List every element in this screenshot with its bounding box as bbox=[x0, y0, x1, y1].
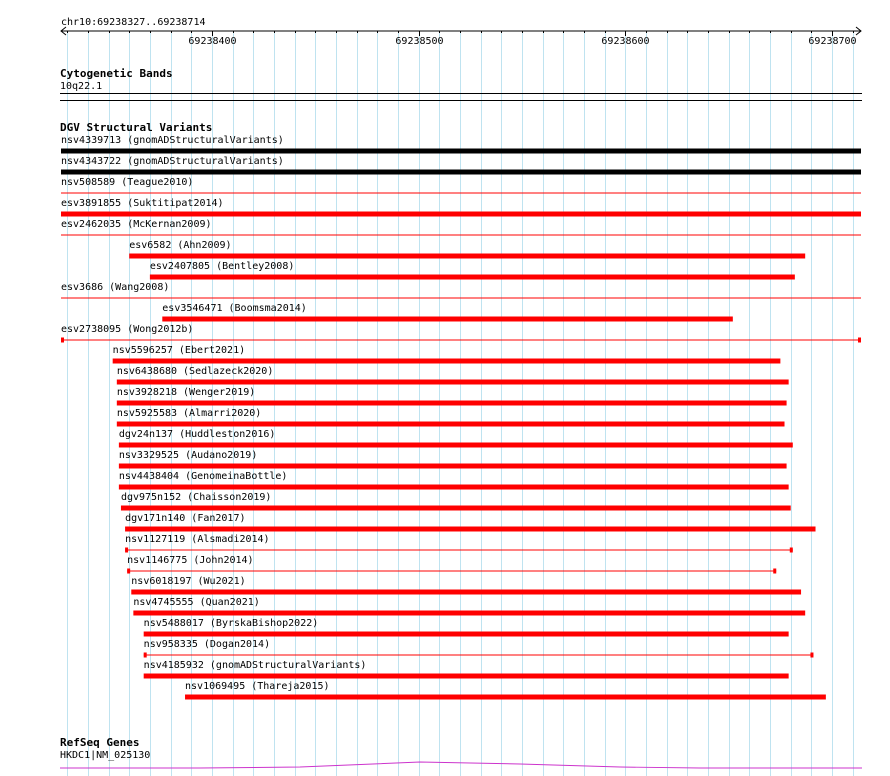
refseq-gene-label[interactable]: HKDC1|NM_025130 bbox=[60, 750, 151, 761]
dgv-feature[interactable] bbox=[119, 471, 789, 490]
ruler-ticks bbox=[68, 31, 857, 47]
cytoband-label: 10q22.1 bbox=[60, 81, 103, 92]
dgv-feature-bar[interactable] bbox=[119, 464, 787, 469]
dgv-feature-bar[interactable] bbox=[119, 485, 789, 490]
dgv-feature[interactable] bbox=[150, 261, 795, 280]
dgv-feature-end-cap bbox=[810, 653, 813, 658]
dgv-feature[interactable] bbox=[119, 429, 793, 448]
dgv-feature-start-cap bbox=[125, 548, 128, 553]
dgv-feature-label[interactable]: esv2738095 (Wong2012b) bbox=[61, 324, 194, 335]
dgv-feature-label[interactable]: nsv958335 (Dogan2014) bbox=[143, 639, 271, 650]
dgv-feature-label[interactable]: dgv171n140 (Fan2017) bbox=[125, 513, 246, 524]
dgv-feature[interactable] bbox=[131, 576, 801, 595]
dgv-feature-end-cap bbox=[790, 548, 793, 553]
dgv-feature[interactable] bbox=[117, 387, 787, 406]
dgv-feature-start-cap bbox=[144, 653, 147, 658]
cytoband-track-title: Cytogenetic Bands bbox=[60, 67, 173, 80]
dgv-feature-line[interactable] bbox=[61, 235, 861, 236]
ruler-tick-label: 69238700 bbox=[808, 36, 857, 47]
dgv-feature-bar[interactable] bbox=[61, 170, 861, 175]
dgv-feature-label[interactable]: nsv5488017 (ByrskaBishop2022) bbox=[143, 618, 319, 629]
ruler-tick-label: 69238500 bbox=[395, 36, 444, 47]
dgv-feature-line[interactable] bbox=[144, 655, 814, 656]
dgv-feature[interactable] bbox=[133, 597, 805, 616]
refseq-track-title: RefSeq Genes bbox=[60, 736, 140, 749]
dgv-feature-bar[interactable] bbox=[61, 149, 861, 154]
dgv-feature-bar[interactable] bbox=[150, 275, 795, 280]
dgv-feature-end-cap bbox=[858, 338, 861, 343]
dgv-feature-label[interactable]: nsv6018197 (Wu2021) bbox=[131, 576, 246, 587]
ruler-tick-label: 69238600 bbox=[601, 36, 650, 47]
ruler-tick-label: 69238400 bbox=[188, 36, 237, 47]
dgv-track-title: DGV Structural Variants bbox=[60, 121, 213, 134]
dgv-feature[interactable] bbox=[113, 345, 781, 364]
dgv-feature-bar[interactable] bbox=[121, 506, 791, 511]
dgv-feature[interactable] bbox=[127, 555, 776, 574]
dgv-feature-start-cap bbox=[61, 338, 64, 343]
dgv-feature-line[interactable] bbox=[127, 571, 776, 572]
dgv-feature-label[interactable]: nsv3329525 (Audano2019) bbox=[118, 450, 258, 461]
dgv-feature-label[interactable]: nsv5925583 (Almarri2020) bbox=[116, 408, 262, 419]
dgv-feature-label[interactable]: esv6582 (Ahn2009) bbox=[129, 240, 232, 251]
dgv-feature-bar[interactable] bbox=[117, 380, 789, 385]
dgv-feature-bar[interactable] bbox=[117, 401, 787, 406]
dgv-feature-label[interactable]: nsv5596257 (Ebert2021) bbox=[112, 345, 246, 356]
dgv-feature-start-cap bbox=[127, 569, 130, 574]
dgv-feature-label[interactable]: nsv3928218 (Wenger2019) bbox=[116, 387, 256, 398]
dgv-feature-label[interactable]: nsv1069495 (Thareja2015) bbox=[185, 681, 330, 692]
dgv-feature-bar[interactable] bbox=[129, 254, 805, 259]
dgv-feature[interactable] bbox=[144, 660, 789, 679]
dgv-feature[interactable] bbox=[125, 513, 815, 532]
dgv-feature[interactable] bbox=[144, 618, 789, 637]
dgv-feature[interactable] bbox=[117, 408, 785, 427]
dgv-feature-line[interactable] bbox=[61, 298, 861, 299]
dgv-feature[interactable] bbox=[162, 303, 733, 322]
dgv-feature-label[interactable]: esv3686 (Wang2008) bbox=[61, 282, 170, 293]
dgv-feature[interactable] bbox=[119, 450, 787, 469]
dgv-feature-label[interactable]: nsv6438680 (Sedlazeck2020) bbox=[116, 366, 274, 377]
dgv-feature-bar[interactable] bbox=[119, 443, 793, 448]
dgv-feature[interactable] bbox=[144, 639, 814, 658]
dgv-feature-bar[interactable] bbox=[117, 422, 785, 427]
location-label: chr10:69238327..69238714 bbox=[61, 17, 206, 28]
dgv-feature-bar[interactable] bbox=[144, 632, 789, 637]
dgv-feature-label[interactable]: esv3891855 (Suktitipat2014) bbox=[61, 198, 224, 209]
dgv-feature-label[interactable]: nsv508589 (Teague2010) bbox=[61, 177, 194, 188]
dgv-feature-label[interactable]: nsv4339713 (gnomADStructuralVariants) bbox=[61, 135, 284, 146]
dgv-feature-line[interactable] bbox=[61, 340, 861, 341]
dgv-feature-bar[interactable] bbox=[185, 695, 826, 700]
dgv-feature-label[interactable]: esv2462035 (McKernan2009) bbox=[61, 219, 212, 230]
dgv-feature-end-cap bbox=[773, 569, 776, 574]
dgv-feature-label[interactable]: esv3546471 (Boomsma2014) bbox=[162, 303, 307, 314]
dgv-feature-label[interactable]: nsv1127119 (Alsmadi2014) bbox=[125, 534, 270, 545]
dgv-feature-line[interactable] bbox=[61, 193, 861, 194]
dgv-feature-bar[interactable] bbox=[61, 212, 861, 217]
dgv-feature[interactable] bbox=[129, 240, 805, 259]
dgv-feature-label[interactable]: nsv4745555 (Quan2021) bbox=[133, 597, 260, 608]
dgv-feature-label[interactable]: dgv975n152 (Chaisson2019) bbox=[120, 492, 272, 503]
dgv-feature-bar[interactable] bbox=[133, 611, 805, 616]
dgv-feature-bar[interactable] bbox=[125, 527, 815, 532]
dgv-feature-label[interactable]: nsv4343722 (gnomADStructuralVariants) bbox=[61, 156, 284, 167]
dgv-feature-label[interactable]: nsv4438404 (GenomeinaBottle) bbox=[118, 471, 288, 482]
dgv-feature-bar[interactable] bbox=[144, 674, 789, 679]
dgv-feature-bar[interactable] bbox=[162, 317, 733, 322]
dgv-feature[interactable] bbox=[125, 534, 793, 553]
dgv-feature[interactable] bbox=[121, 492, 791, 511]
dgv-feature-label[interactable]: esv2407805 (Bentley2008) bbox=[149, 261, 295, 272]
dgv-feature-bar[interactable] bbox=[131, 590, 801, 595]
dgv-feature-label[interactable]: nsv1146775 (John2014) bbox=[127, 555, 254, 566]
dgv-feature-label[interactable]: dgv24n137 (Huddleston2016) bbox=[118, 429, 276, 440]
dgv-feature-line[interactable] bbox=[125, 550, 793, 551]
dgv-feature-label[interactable]: nsv4185932 (gnomADStructuralVariants) bbox=[143, 660, 367, 671]
dgv-feature-bar[interactable] bbox=[113, 359, 781, 364]
